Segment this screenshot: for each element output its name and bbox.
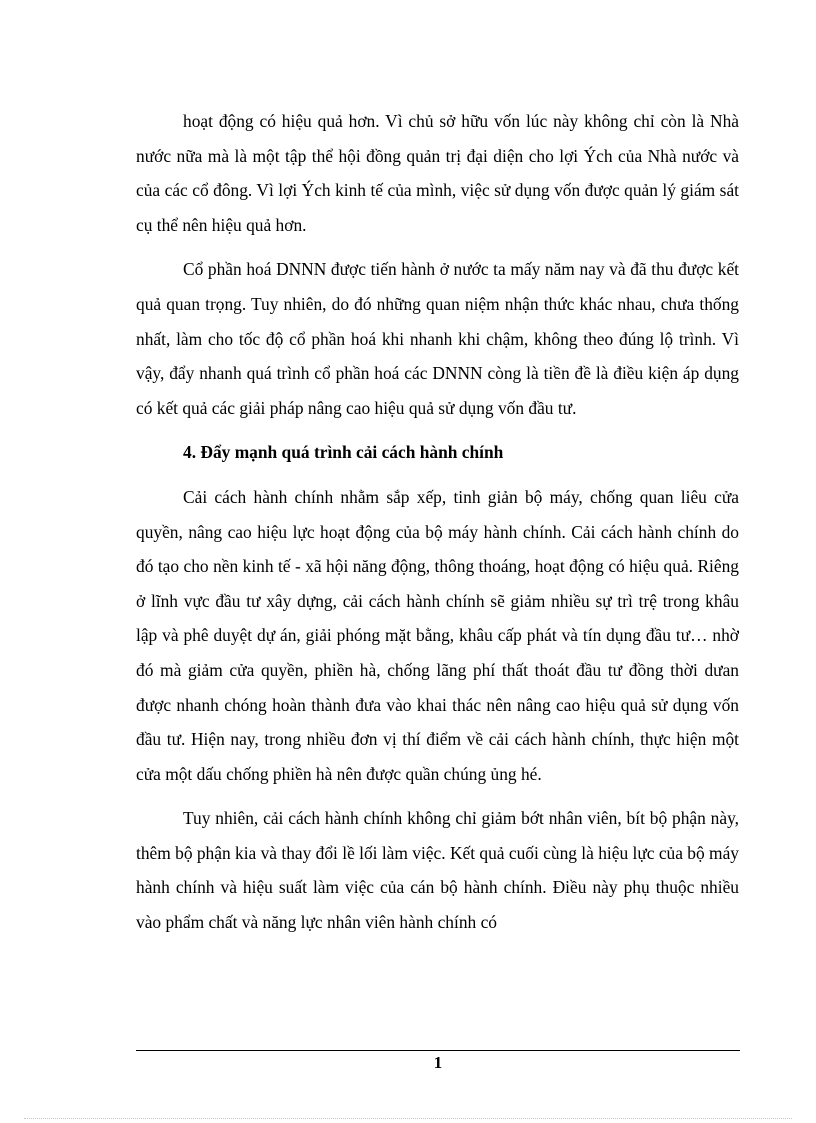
body-text <box>136 104 739 950</box>
footer-divider <box>136 1050 740 1051</box>
page-bottom-border <box>24 1118 792 1119</box>
paragraph-equitization: Cổ phần hoá DNNN được tiến hành ở nước ta mấy năm nay và đã thu được kết quả quan trọng. Tuy nhiên, do đó những quan niệm nhận thức khác nhau, chưa thống nhất, làm cho tốc độ cổ phần hoá khi nhanh khi chậm, không theo đúng lộ trình. Vì vậy, đẩy nhanh quá trình cổ phần hoá các DNNN còng là tiền đề là điều kiện áp dụng có kết quả các giải pháp nâng cao hiệu quả sử dụng vốn đầu tư. <box>136 259 739 418</box>
paragraph-however: Tuy nhiên, cải cách hành chính không chỉ giảm bớt nhân viên, bít bộ phận này, thêm bộ phận kia và thay đổi lề lối làm việc. Kết quả cuối cùng là hiệu lực của bộ máy hành chính và hiệu suất làm việc của cán bộ hành chính. Điều này phụ thuộc nhiều vào phẩm chất và năng lực nhân viên hành chính có <box>136 808 739 933</box>
paragraph-continued: hoạt động có hiệu quả hơn. Vì chủ sở hữu vốn lúc này không chỉ còn là Nhà nước nữa mà là một tập thể hội đồng quản trị đại diện cho lợi Ých của Nhà nước và của các cổ đông. Vì lợi Ých kinh tế của mình, việc sử dụng vốn được quản lý giám sát cụ thể nên hiệu quả hơn. <box>136 111 739 235</box>
page-number: 1 <box>433 1053 443 1072</box>
paragraph-admin-reform: Cải cách hành chính nhằm sắp xếp, tinh giản bộ máy, chống quan liêu cửa quyền, nâng cao hiệu lực hoạt động của bộ máy hành chính. Cải cách hành chính do đó tạo cho nền kinh tế - xã hội năng động, thông thoáng, hoạt động có hiệu quả. Riêng ở lĩnh vực đầu tư xây dựng, cải cách hành chính sẽ giảm nhiều sự trì trệ trong khâu lập và phê duyệt dự án, giải phóng mặt bằng, khâu cấp phát và tín dụng đầu tư… nhờ đó mà giảm cửa quyền, phiền hà, chống lãng phí thất thoát đầu tư đồng thời dưan được nhanh chóng hoàn thành đưa vào khai thác nên nâng cao hiệu quả sử dụng vốn đầu tư. Hiện nay, trong nhiều đơn vị thí điểm về cải cách hành chính, thực hiện một cửa một dấu chống phiền hà nên được quần chúng ủng hé. <box>136 486 739 784</box>
section-heading: 4. Đẩy mạnh quá trình cải cách hành chính <box>183 442 504 463</box>
